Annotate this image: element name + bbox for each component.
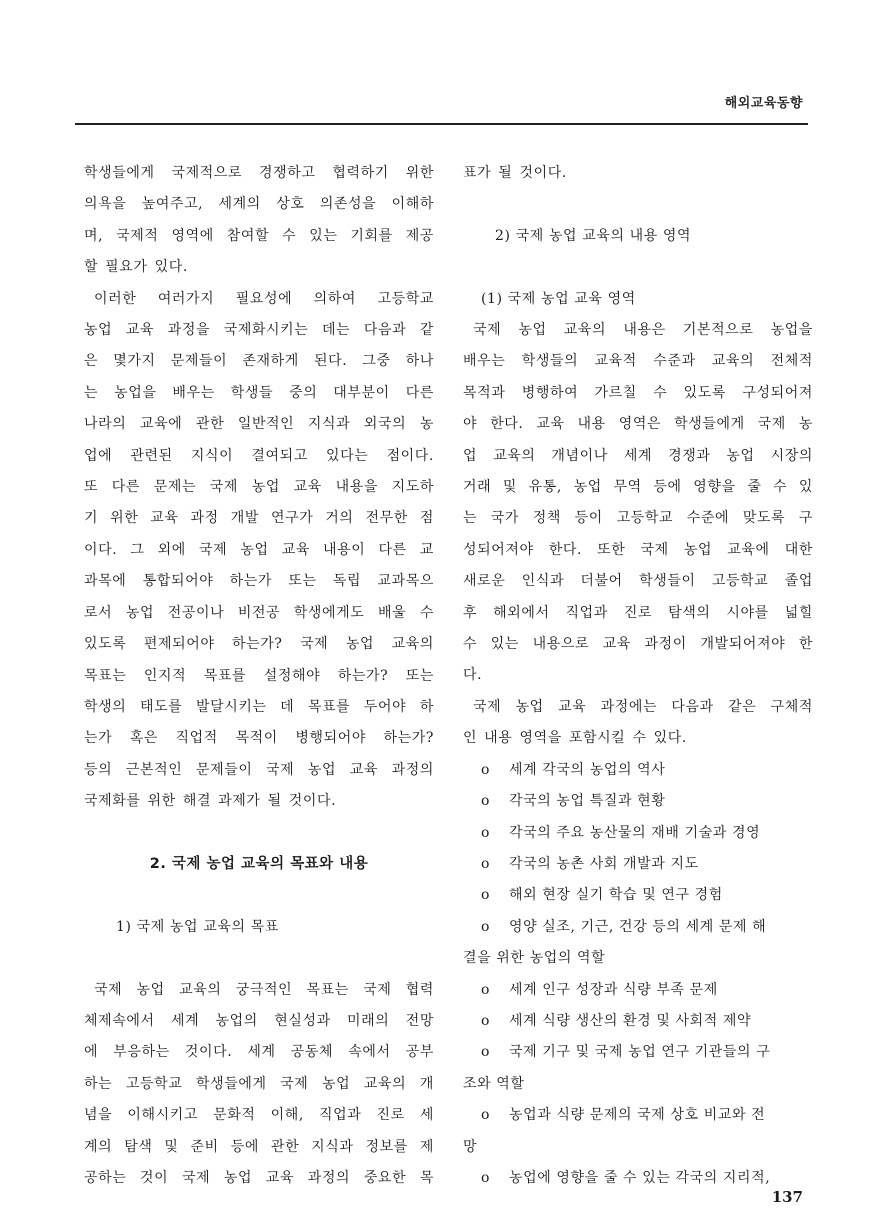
- text-line: 념을 이해시키고 문화적 이해, 직업과 진로 세: [84, 1107, 434, 1124]
- text-line: 배우는 학생들의 교육적 수준과 교육의 전체적: [463, 353, 813, 370]
- list-item-continuation: 결을 위한 농업의 역할: [463, 950, 606, 967]
- list-item-text: 농업에 영향을 줄 수 있는 각국의 지리적,: [509, 1169, 771, 1186]
- text-line: 국제 농업 교육 과정에는 다음과 같은 구체적: [473, 698, 813, 715]
- list-item: [463, 1037, 813, 1068]
- text-line: 할 필요가 있다.: [84, 259, 188, 276]
- list-item-text: 각국의 주요 농산물의 재배 기술과 경영: [509, 824, 761, 841]
- list-item-text: 세계 인구 성장과 식량 부족 문제: [509, 981, 718, 998]
- text-line: 인 내용 영역을 포함시킬 수 있다.: [463, 730, 687, 747]
- section-heading: 2. 국제 농업 교육의 목표와 내용: [149, 855, 369, 872]
- text-line: 에 부응하는 것이다. 세계 공동체 속에서 공부: [84, 1044, 434, 1061]
- list-item: [463, 1163, 813, 1194]
- text-line: 이러한 여러가지 필요성에 의하여 고등학교: [94, 290, 434, 307]
- subsection-heading: 2) 국제 농업 교육의 내용 영역: [495, 227, 692, 244]
- text-line: 는가 혹은 직업적 목적이 병행되어야 하는가?: [84, 730, 434, 747]
- text-line: 체제속에서 세계 농업의 현실성과 미래의 전망: [84, 1012, 434, 1029]
- bullet-marker: o: [481, 1169, 491, 1186]
- list-item-continuation: 조와 역할: [463, 1075, 525, 1092]
- list-item: [463, 818, 813, 849]
- text-line: 는 국가 정책 등이 고등학교 수준에 맞도록 구: [463, 510, 813, 527]
- text-line: 계의 탐색 및 준비 등에 관한 지식과 정보를 제: [84, 1138, 434, 1155]
- text-line: 있도록 편제되어야 하는가? 국제 농업 교육의: [84, 636, 434, 653]
- list-item: [463, 1006, 813, 1037]
- paragraph-1: [84, 158, 434, 284]
- paragraph-3: [84, 975, 434, 1195]
- list-item-text: 해외 현장 실기 학습 및 연구 경험: [509, 887, 723, 904]
- bullet-marker: o: [481, 1044, 491, 1061]
- text-line: 이다. 그 외에 국제 농업 교육 내용이 다른 교: [84, 541, 434, 558]
- bullet-marker: o: [481, 918, 491, 935]
- bullet-marker: o: [481, 981, 491, 998]
- bullet-marker: o: [481, 1107, 491, 1124]
- text-line: 의욕을 높여주고, 세계의 상호 의존성을 이해하: [84, 196, 434, 213]
- text-line: 국제화를 위한 해결 과제가 될 것이다.: [84, 793, 337, 810]
- list-item: [463, 975, 813, 1006]
- left-column: [84, 158, 434, 1194]
- text-line: 는 농업을 배우는 학생들 중의 대부분이 다른: [84, 384, 434, 401]
- text-line: 나라의 교육에 관한 일반적인 지식과 외국의 농: [84, 416, 434, 433]
- list-item: [463, 912, 813, 943]
- subsection-heading: 1) 국제 농업 교육의 목표: [116, 918, 279, 935]
- text-line: 국제 농업 교육의 궁극적인 목표는 국제 협력: [94, 981, 434, 998]
- list-item-text: 국제 기구 및 국제 농업 연구 기관들의 구: [509, 1044, 771, 1061]
- text-line: 공하는 것이 국제 농업 교육 과정의 중요한 목: [84, 1169, 434, 1186]
- text-line: 거래 및 유통, 농업 무역 등에 영향을 줄 수 있: [463, 479, 813, 496]
- right-column: [463, 158, 813, 1194]
- text-line: 등의 근본적인 문제들이 국제 농업 교육 과정의: [84, 761, 434, 778]
- list-item-text: 세계 식량 생산의 환경 및 사회적 제약: [509, 1012, 752, 1029]
- text-line: 야 한다. 교육 내용 영역은 학생들에게 국제 농: [463, 416, 813, 433]
- list-item-text: 농업과 식량 문제의 국제 상호 비교와 전: [509, 1107, 766, 1124]
- page-number: 137: [771, 1188, 803, 1206]
- list-item-text: 영양 실조, 기근, 건강 등의 세계 문제 해: [509, 918, 767, 935]
- list-item-text: 각국의 농업 특질과 현황: [509, 793, 666, 810]
- text-line: 후 해외에서 직업과 진로 탐색의 시야를 넓힐: [463, 604, 813, 621]
- list-item: [463, 880, 813, 911]
- list-item: [463, 1100, 813, 1131]
- list-item: [463, 849, 813, 880]
- text-line: 농업 교육 과정을 국제화시키는 데는 다음과 같: [84, 322, 434, 339]
- list-item-text: 세계 각국의 농업의 역사: [509, 761, 666, 778]
- text-line: 목적과 병행하여 가르칠 수 있도록 구성되어져: [463, 384, 813, 401]
- bullet-marker: o: [481, 793, 491, 810]
- bullet-list: [463, 755, 813, 1195]
- header-rule: [75, 123, 808, 125]
- list-item: [463, 755, 813, 786]
- text-line: 또 다른 문제는 국제 농업 교육 내용을 지도하: [84, 479, 434, 496]
- text-line: 은 몇가지 문제들이 존재하게 된다. 그중 하나: [84, 353, 434, 370]
- text-line: 다.: [463, 667, 483, 684]
- text-line: 표가 될 것이다.: [463, 165, 567, 181]
- text-line: 목표는 인지적 목표를 설정해야 하는가? 또는: [84, 667, 434, 684]
- text-line: 며, 국제적 영역에 참여할 수 있는 기회를 제공: [84, 227, 434, 244]
- list-item: [463, 786, 813, 817]
- running-header: 해외교육동향: [724, 96, 803, 111]
- text-line: 기 위한 교육 과정 개발 연구가 거의 전무한 점: [84, 510, 434, 527]
- bullet-marker: o: [481, 855, 491, 872]
- text-line: 업에 관련된 지식이 결여되고 있다는 점이다.: [84, 447, 434, 464]
- bullet-marker: o: [481, 824, 491, 841]
- paragraph-2: [84, 284, 434, 818]
- bullet-marker: o: [481, 1012, 491, 1029]
- text-line: 로서 농업 전공이나 비전공 학생에게도 배울 수: [84, 604, 434, 621]
- bullet-marker: o: [481, 761, 491, 778]
- paragraph-5: [463, 692, 813, 755]
- list-item-continuation: 망: [463, 1138, 478, 1155]
- text-line: 새로운 인식과 더불어 학생들이 고등학교 졸업: [463, 573, 813, 590]
- text-line: 학생의 태도를 발달시키는 데 목표를 두어야 하: [84, 698, 434, 715]
- bullet-marker: o: [481, 887, 491, 904]
- text-line: 학생들에게 국제적으로 경쟁하고 협력하기 위한: [84, 165, 434, 181]
- text-line: 업 교육의 개념이나 세계 경쟁과 농업 시장의: [463, 447, 813, 464]
- paragraph-4: [463, 315, 813, 692]
- sub-subsection-heading: (1) 국제 농업 교육 영역: [481, 290, 636, 307]
- text-line: 과목에 통합되어야 하는가 또는 독립 교과목으: [84, 573, 434, 590]
- list-item-text: 각국의 농촌 사회 개발과 지도: [509, 855, 699, 872]
- text-line: 하는 고등학교 학생들에게 국제 농업 교육의 개: [84, 1075, 434, 1092]
- text-line: 수 있는 내용으로 교육 과정이 개발되어져야 한: [463, 636, 813, 653]
- text-line: 국제 농업 교육의 내용은 기본적으로 농업을: [473, 322, 813, 338]
- text-line: 성되어져야 한다. 또한 국제 농업 교육에 대한: [463, 541, 813, 558]
